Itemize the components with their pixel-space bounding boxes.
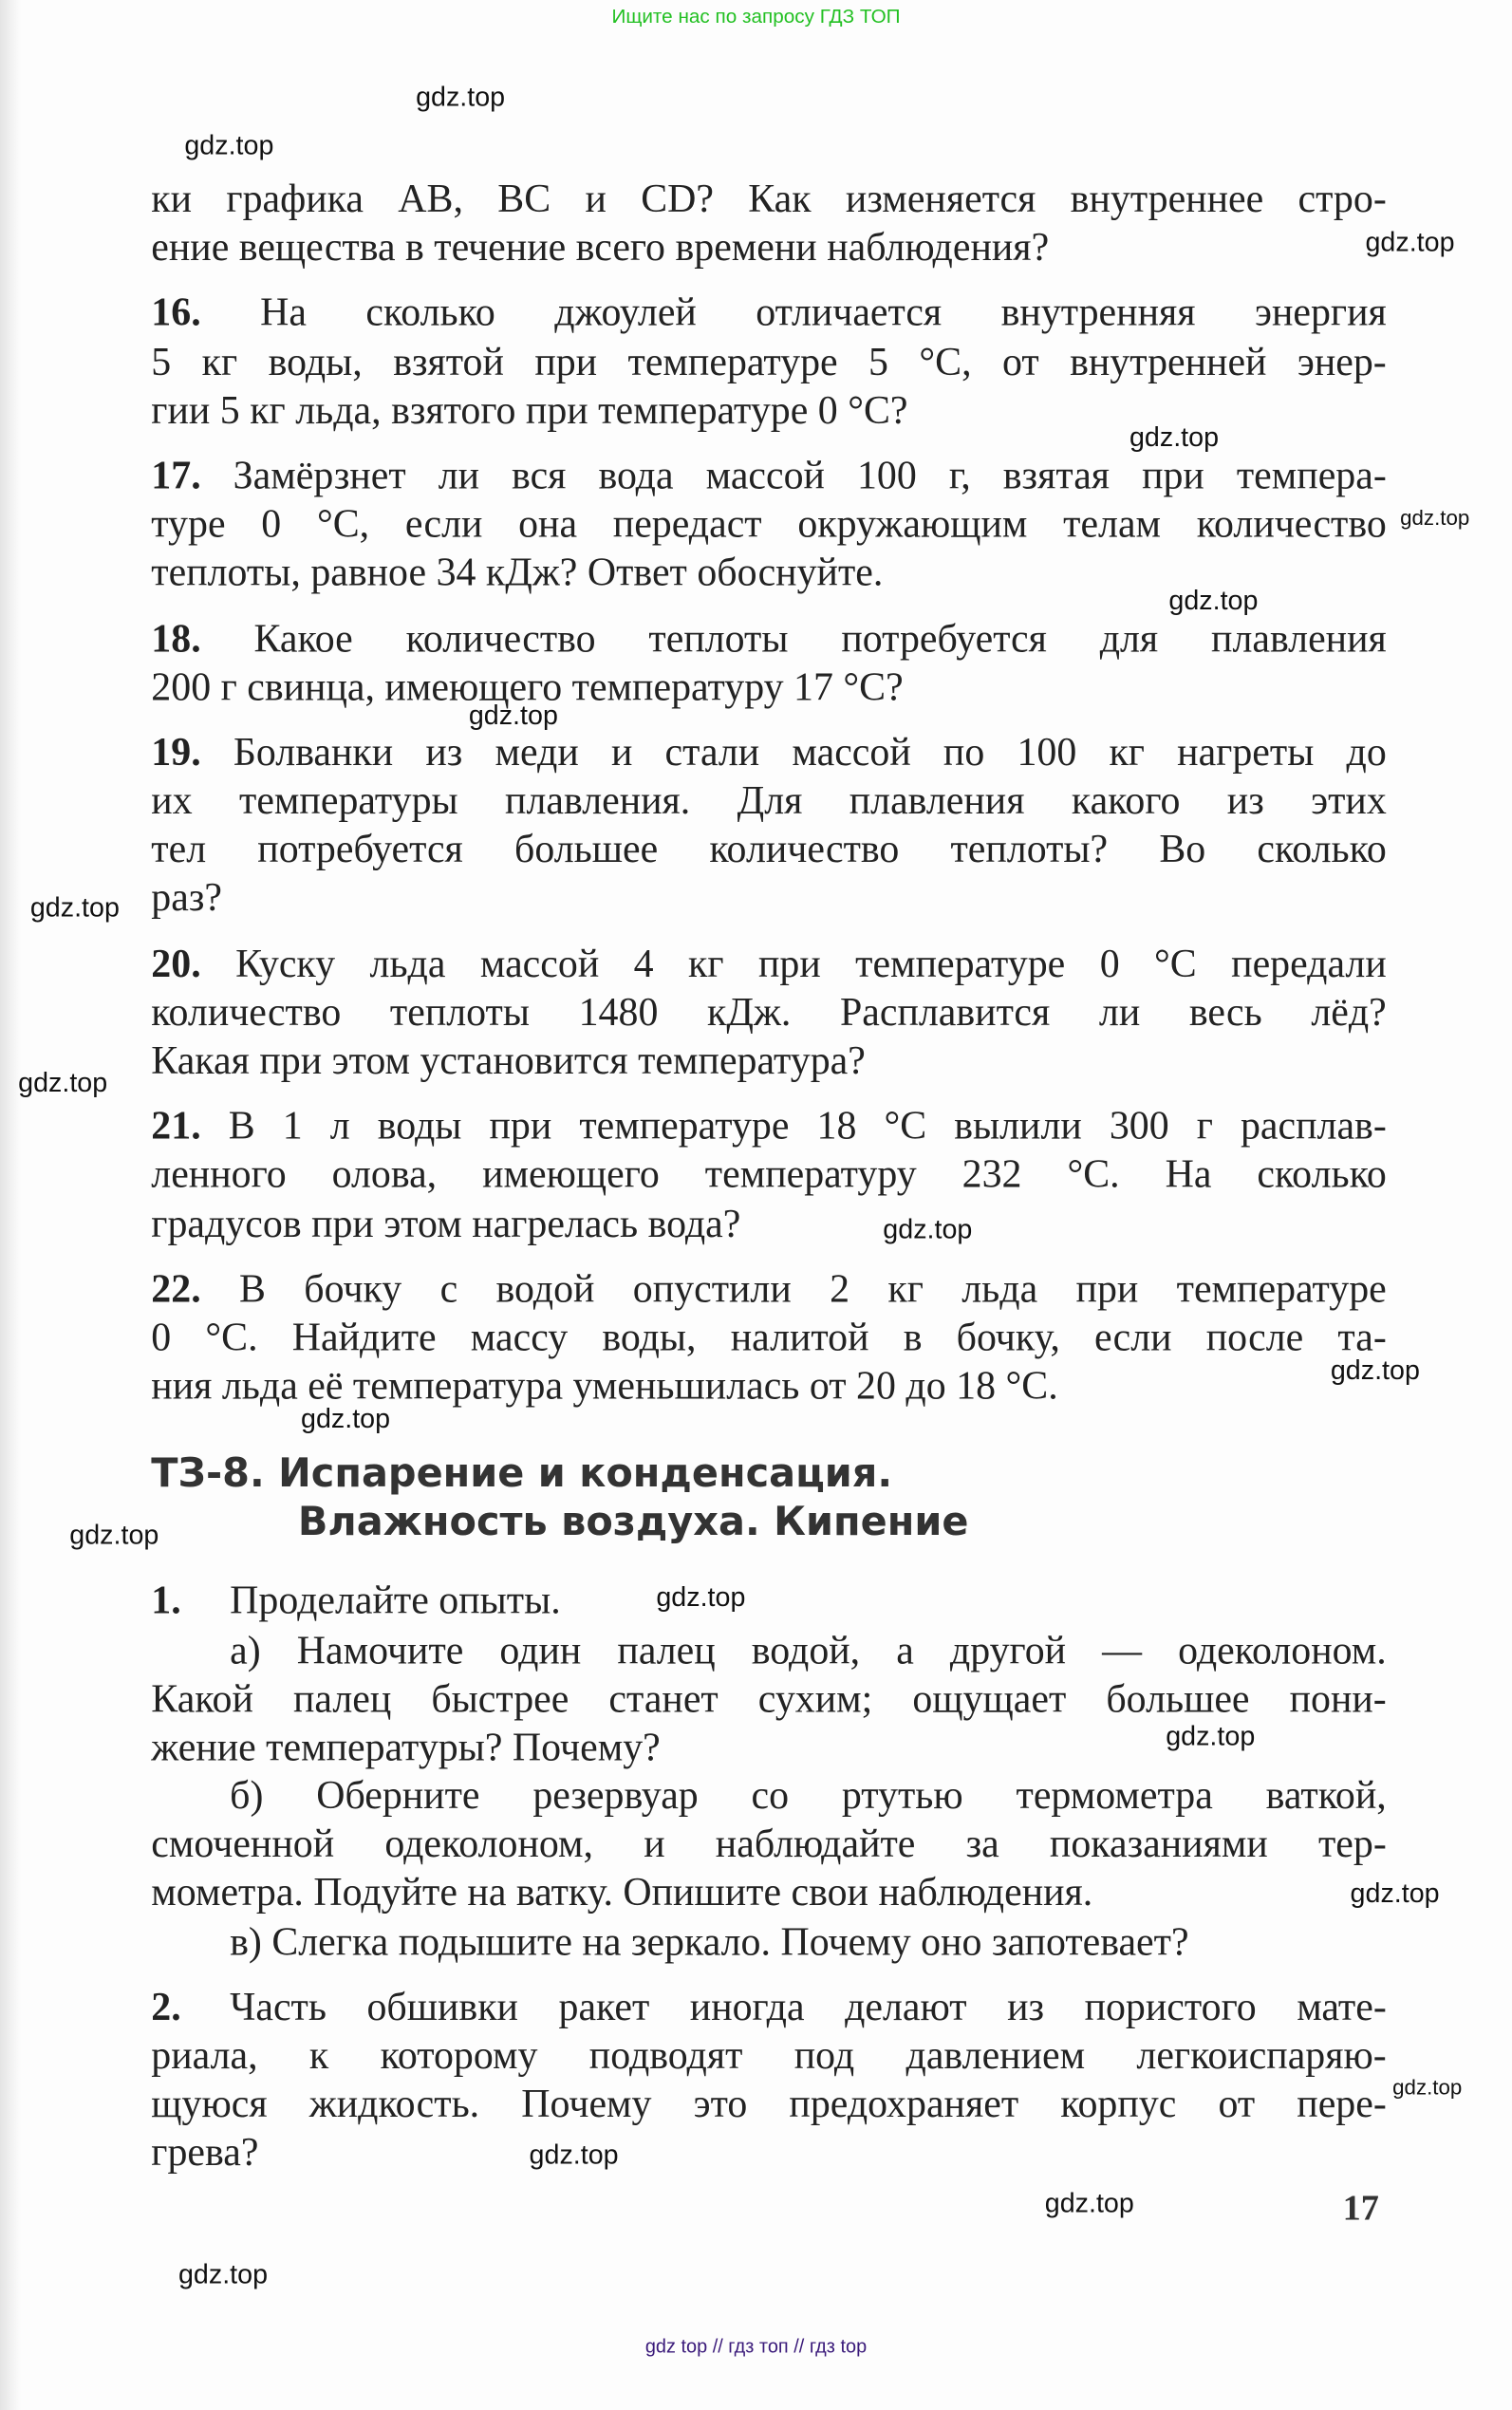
problem-number: 17. — [151, 453, 201, 497]
watermark: gdz.top — [69, 1519, 159, 1550]
problem-number: 16. — [151, 290, 201, 335]
text-line: ение вещества в течение всего времени наблюдения? — [151, 225, 1050, 270]
text-line: риала, к которому подводят под давлением легкоиспаряю- — [151, 2033, 1387, 2078]
bottom-banner[interactable]: gdz top // гдз топ // гдз top — [644, 2336, 868, 2358]
task-number: 2. — [151, 1985, 181, 2029]
task-2 — [151, 1984, 1386, 2178]
text-line: мометра. Подуйте на ватку. Опишите свои наблюдения. — [151, 1871, 1093, 1915]
text-line: их температуры плавления. Для плавления какого из этих — [151, 778, 1387, 823]
watermark: gdz.top — [1392, 2074, 1463, 2100]
watermark: gdz.top — [1365, 226, 1455, 257]
watermark: gdz.top — [1129, 421, 1220, 453]
watermark: gdz.top — [468, 700, 558, 731]
text-line: Куску льда массой 4 кг при температуре 0 °C передали — [200, 941, 1387, 986]
watermark: gdz.top — [1400, 505, 1470, 530]
text-line: раз? — [151, 876, 222, 921]
text-line: градусов при этом нагрелась вода? — [151, 1201, 741, 1245]
text-line: В бочку с водой опустили 2 кг льда при температуре — [200, 1266, 1387, 1311]
text-line: туре 0 °C, если она передаст окружающим телам количество — [151, 502, 1387, 547]
text-line: гии 5 кг льда, взятого при температуре 0 °C? — [151, 388, 908, 433]
text-line: 0 °C. Найдите массу воды, налитой в бочку, если после та- — [151, 1315, 1387, 1360]
task-1 — [151, 1578, 1386, 1967]
text-line: жение температуры? Почему? — [151, 1725, 661, 1769]
watermark: gdz.top — [656, 1581, 746, 1613]
watermark: gdz.top — [883, 1214, 973, 1245]
section-heading — [151, 1450, 1386, 1547]
text-line: 200 г свинца, имеющего температуру 17 °C? — [151, 664, 904, 709]
text-line: в) Слегка подышите на зеркало. Почему оно запотевает? — [230, 1919, 1189, 1964]
watermark: gdz.top — [29, 891, 120, 923]
problem-20 — [151, 940, 1386, 1086]
text-line: Болванки из меди и стали массой по 100 кг нагреты до — [200, 730, 1387, 775]
text-line: Часть обшивки ракет иногда делают из пористого мате- — [230, 1985, 1387, 2029]
section-title-line-1: ТЗ-8. Испарение и конденсация. — [151, 1451, 893, 1498]
text-line: б) Оберните резервуар со ртутью термометра ваткой, — [230, 1773, 1387, 1818]
text-line: 5 кг воды, взятой при температуре 5 °C, от внутренней энер- — [151, 339, 1387, 383]
watermark: gdz.top — [1168, 585, 1259, 616]
text-line: щуюся жидкость. Почему это предохраняет корпус от пере- — [151, 2082, 1387, 2127]
text-line: В 1 л воды при температуре 18 °C вылили 300 г расплав- — [200, 1104, 1387, 1149]
section-title-line-2: Влажность воздуха. Кипение — [297, 1500, 969, 1546]
watermark: gdz.top — [1044, 2188, 1134, 2218]
text-line: а) Намочите один палец водой, а другой — одеколоном. — [230, 1627, 1387, 1672]
problem-number: 22. — [151, 1266, 201, 1311]
watermark: gdz.top — [184, 129, 274, 160]
problem-number: 19. — [151, 730, 201, 775]
text-line: Какой палец быстрее станет сухим; ощущает большее пони- — [151, 1676, 1387, 1721]
text-line: Проделайте опыты. — [230, 1579, 561, 1623]
text-line: смоченной одеколоном, и наблюдайте за показаниями тер- — [151, 1822, 1387, 1867]
watermark: gdz.top — [1330, 1354, 1420, 1386]
text-line: На сколько джоулей отличается внутренняя энергия — [200, 290, 1387, 335]
text-line: Замёрзнет ли вся вода массой 100 г, взятая при темпера- — [200, 453, 1387, 497]
problem-number: 20. — [151, 941, 201, 986]
text-line: тел потребуется большее количество теплоты? Во сколько — [151, 827, 1387, 871]
watermark: gdz.top — [416, 82, 506, 112]
problem-17 — [151, 452, 1386, 598]
problem-number: 21. — [151, 1104, 201, 1149]
text-line: теплоты, равное 34 кДж? Ответ обоснуйте. — [151, 551, 884, 595]
watermark: gdz.top — [18, 1067, 108, 1098]
text-line: грева? — [151, 2131, 259, 2176]
text-line: Какое количество теплоты потребуется для плавления — [200, 616, 1387, 661]
problem-19 — [151, 729, 1386, 924]
page-edge-shadow — [0, 0, 21, 2410]
problem-22 — [151, 1265, 1386, 1411]
text-line: количество теплоты 1480 кДж. Расплавится ли весь лёд? — [151, 990, 1387, 1035]
problem-16 — [151, 290, 1386, 436]
problem-number: 18. — [151, 616, 201, 661]
text-line: ния льда её температура уменьшилась от 20 до 18 °C. — [151, 1364, 1058, 1409]
watermark: gdz.top — [301, 1403, 391, 1434]
watermark: gdz.top — [1350, 1878, 1440, 1909]
watermark: gdz.top — [529, 2139, 619, 2170]
text-line: Какая при этом установится температура? — [151, 1038, 866, 1083]
text-line: ленного олова, имеющего температуру 232 °C. На сколько — [151, 1152, 1387, 1197]
watermark: gdz.top — [177, 2258, 269, 2289]
page-number: 17 — [1342, 2189, 1379, 2230]
problem-18 — [151, 615, 1386, 713]
text-line: ки графика AB, BC и CD? Как изменяется внутреннее стро- — [151, 177, 1387, 221]
page-text — [151, 176, 1386, 2178]
problem-21 — [151, 1103, 1386, 1249]
watermark: gdz.top — [1166, 1720, 1256, 1751]
task-number: 1. — [151, 1579, 181, 1623]
top-banner[interactable]: Ищите нас по запросу ГДЗ ТОП — [611, 4, 901, 28]
